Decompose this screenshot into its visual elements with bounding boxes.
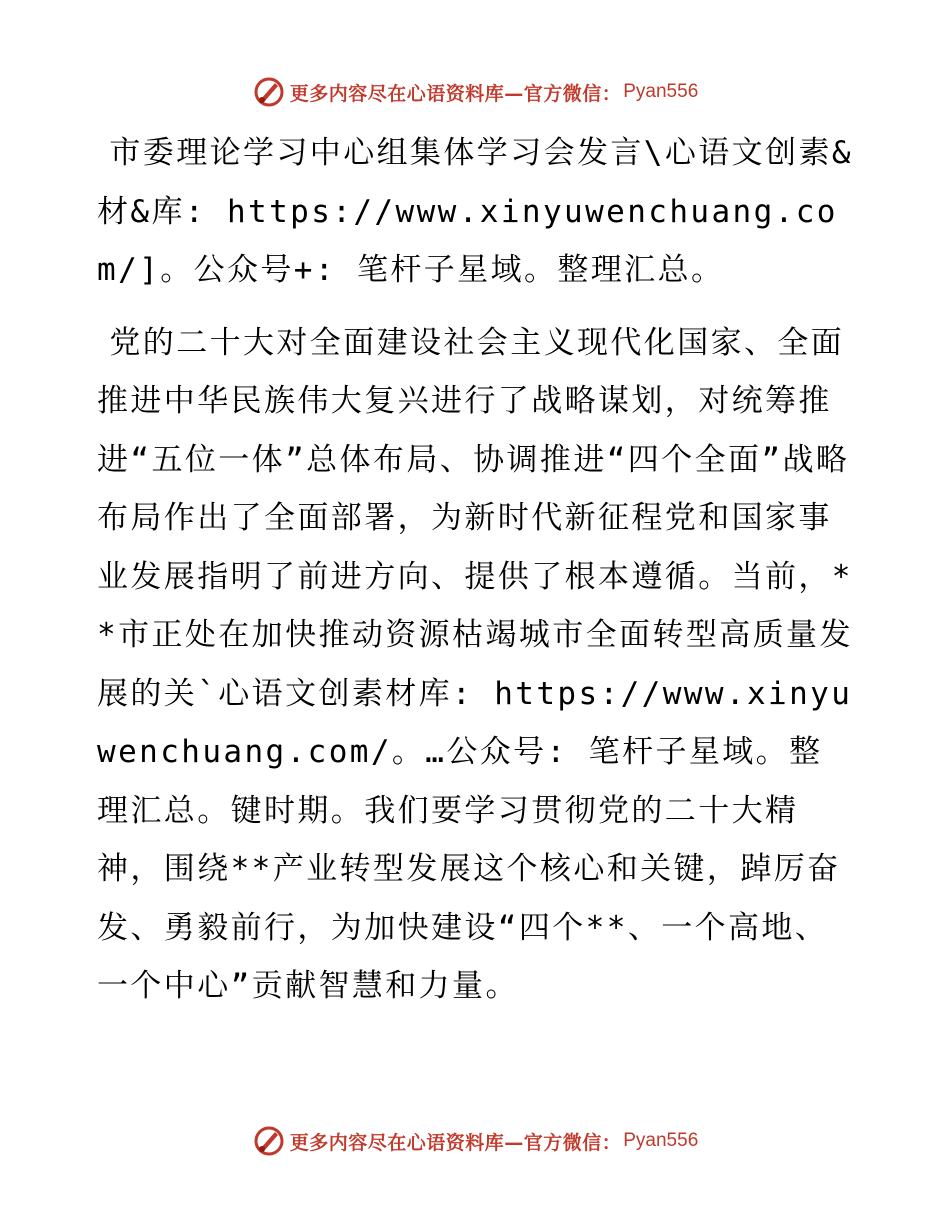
footer-wechat-id: Pyan556 [623, 1130, 699, 1151]
brush-logo-icon [252, 75, 286, 109]
footer-banner [0, 1121, 950, 1161]
document-body [97, 124, 853, 1016]
brush-logo-icon [252, 1124, 286, 1158]
paragraph-title: 市委理论学习中心组集体学习会发言\心语文创素&材&库: https://www.xinyuwenchuang.com/]。公众号+: 笔杆子星域。整理汇总。 [97, 135, 853, 288]
header-wechat-id: Pyan556 [623, 81, 699, 102]
header-banner [0, 72, 950, 112]
footer-banner-text: 更多内容尽在心语资料库—官方微信： [289, 1131, 622, 1154]
header-banner-text: 更多内容尽在心语资料库—官方微信： [289, 82, 622, 105]
paragraph-body: 党的二十大对全面建设社会主义现代化国家、全面推进中华民族伟大复兴进行了战略谋划，对统筹推进“五位一体”总体布局、协调推进“四个全面”战略布局作出了全面部署，为新时代新征程党和国家事业发展指明了前进方向、提供了根本遵循。当前，**市正处在加快推动资源枯竭城市全面转型高质量发展的关`心语文创素材库: https://www.xinyuwenchuang.com/。…公众号: 笔杆子星域。整理汇总。键时期。我们要学习贯彻党的二十大精神，围绕**产业转型发展这个核心和关键，踔厉奋发、勇毅前行，为加快建设“四个**、一个高地、一个中心”贡献智慧和力量。 [97, 324, 853, 1004]
